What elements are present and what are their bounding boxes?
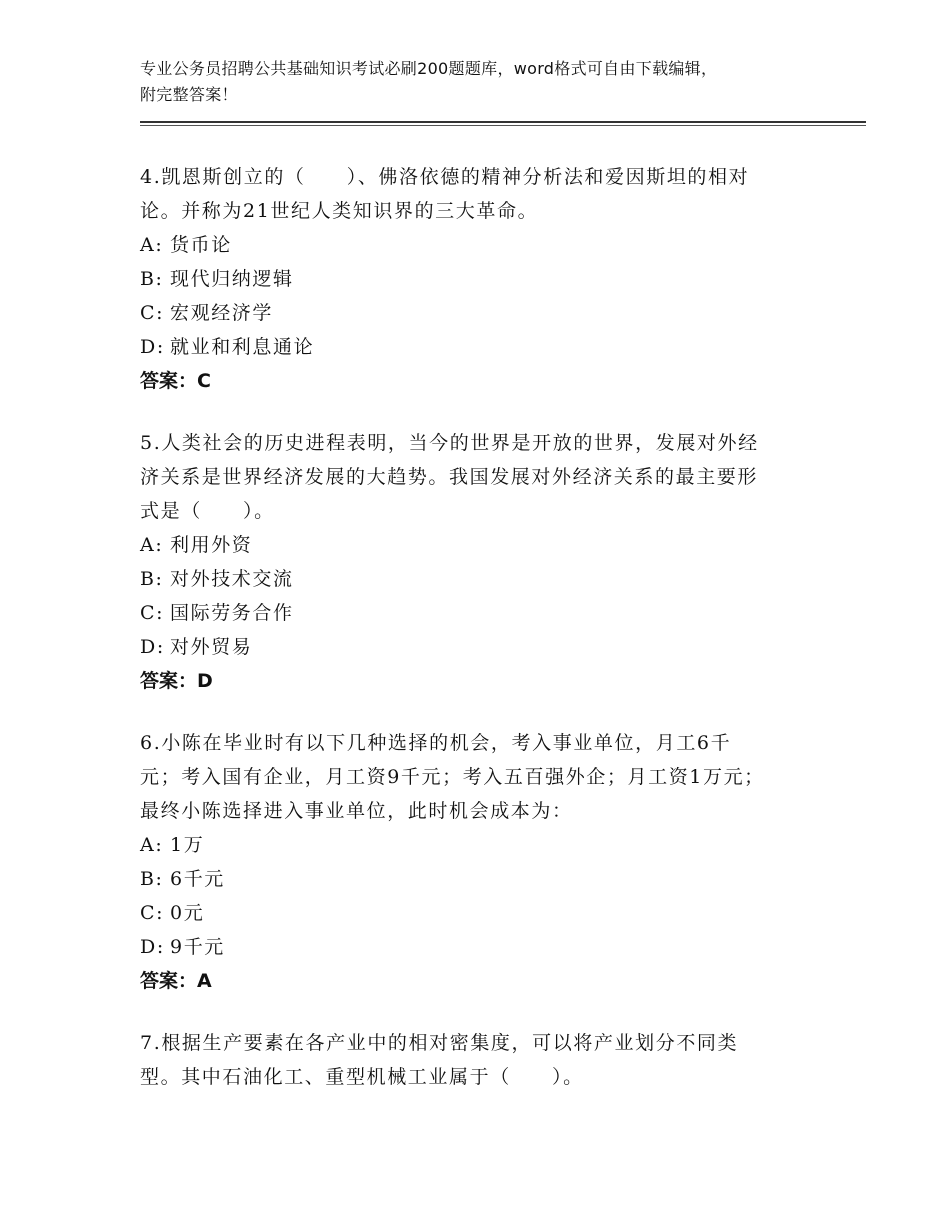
- option-key: A:: [140, 234, 164, 256]
- option-d: [140, 330, 820, 364]
- option-key: D:: [140, 636, 165, 658]
- option-key: B:: [140, 268, 164, 290]
- option-a: [140, 528, 820, 562]
- document-header: [140, 56, 820, 108]
- option-text: 就业和利息通论: [170, 336, 315, 358]
- answer-label: 答案：A: [140, 970, 212, 992]
- option-key: D:: [140, 936, 165, 958]
- option-key: B:: [140, 568, 164, 590]
- option-text: 对外技术交流: [170, 568, 294, 590]
- header-line-2: 附完整答案！: [140, 85, 238, 104]
- stem-line: 元；考入国有企业，月工资9千元；考入五百强外企；月工资1万元；: [140, 766, 765, 788]
- option-a: [140, 228, 820, 262]
- stem-line: 济关系是世界经济发展的大趋势。我国发展对外经济关系的最主要形: [140, 466, 759, 488]
- option-text: 0元: [170, 902, 205, 924]
- answer-label: 答案：C: [140, 370, 211, 392]
- question-7: [140, 1026, 820, 1094]
- stem-line: 7.根据生产要素在各产业中的相对密集度，可以将产业划分不同类: [140, 1032, 739, 1054]
- option-key: C:: [140, 902, 165, 924]
- question-6: [140, 726, 820, 998]
- option-text: 对外贸易: [170, 636, 253, 658]
- question-list: [140, 160, 820, 1122]
- option-key: A:: [140, 534, 164, 556]
- stem-line: 4.凯恩斯创立的（ ）、佛洛依德的精神分析法和爱因斯坦的相对: [140, 166, 750, 188]
- option-c: [140, 296, 820, 330]
- option-text: 现代归纳逻辑: [170, 268, 294, 290]
- option-text: 利用外资: [170, 534, 253, 556]
- option-key: D:: [140, 336, 165, 358]
- option-text: 宏观经济学: [170, 302, 274, 324]
- question-stem: [140, 1026, 820, 1094]
- stem-line: 6.小陈在毕业时有以下几种选择的机会，考入事业单位，月工6千: [140, 732, 732, 754]
- header-line-1: 专业公务员招聘公共基础知识考试必刷200题题库，word格式可自由下载编辑，: [140, 59, 718, 78]
- option-key: A:: [140, 834, 164, 856]
- header-divider-thick: [140, 121, 866, 123]
- question-5: [140, 426, 820, 698]
- stem-line: 5.人类社会的历史进程表明，当今的世界是开放的世界，发展对外经: [140, 432, 759, 454]
- option-key: B:: [140, 868, 164, 890]
- question-4: [140, 160, 820, 398]
- option-d: [140, 930, 820, 964]
- option-text: 1万: [170, 834, 205, 856]
- question-stem: [140, 160, 820, 228]
- stem-line: 论。并称为21世纪人类知识界的三大革命。: [140, 200, 539, 222]
- option-text: 国际劳务合作: [170, 602, 294, 624]
- option-b: [140, 262, 820, 296]
- option-a: [140, 828, 820, 862]
- option-key: C:: [140, 302, 165, 324]
- stem-line: 最终小陈选择进入事业单位，此时机会成本为：: [140, 800, 573, 822]
- option-b: [140, 862, 820, 896]
- option-text: 货币论: [170, 234, 232, 256]
- question-stem: [140, 426, 820, 528]
- option-key: C:: [140, 602, 165, 624]
- option-text: 6千元: [170, 868, 225, 890]
- option-c: [140, 896, 820, 930]
- option-b: [140, 562, 820, 596]
- option-text: 9千元: [170, 936, 225, 958]
- option-c: [140, 596, 820, 630]
- answer-label: 答案：D: [140, 670, 213, 692]
- option-d: [140, 630, 820, 664]
- header-divider-thin: [140, 125, 866, 126]
- stem-line: 型。其中石油化工、重型机械工业属于（ ）。: [140, 1066, 584, 1088]
- question-stem: [140, 726, 820, 828]
- stem-line: 式是（ ）。: [140, 500, 275, 522]
